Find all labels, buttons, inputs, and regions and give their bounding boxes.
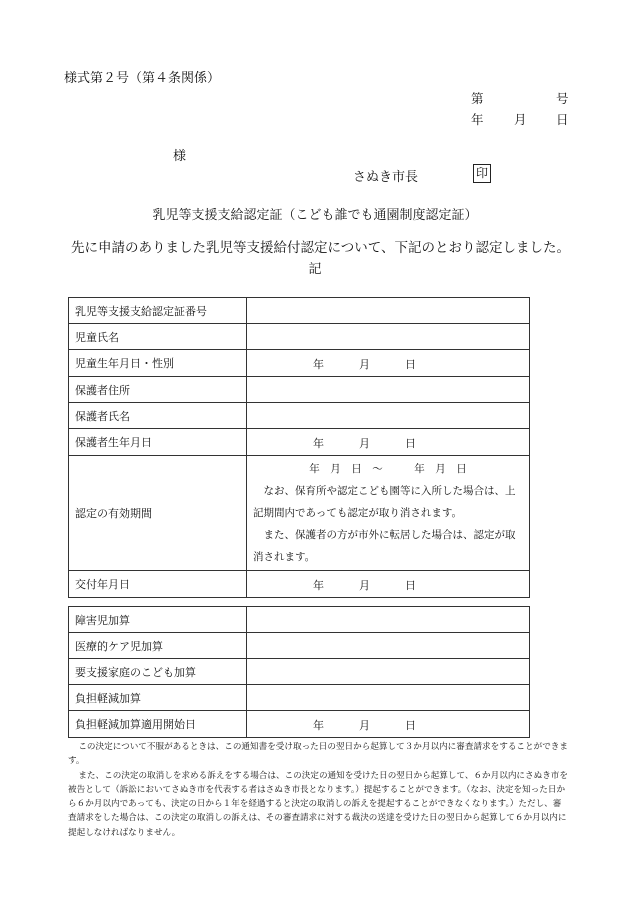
table-row — [69, 711, 530, 738]
table-row — [69, 633, 530, 659]
value-cell — [247, 607, 530, 633]
date-cell — [247, 429, 530, 456]
appeal-note-lawsuit: また、この決定の取消しを求める訴えをする場合は、この決定の通知を受けた日の翌日から起算して、６か月以内にさぬき市を被告として（訴訟においてさぬき市を代表する者はさぬき市長となります。）提起することができます。（なお、決定を知った日から６か月以内であっても、決定の日から１年を経過すると決定の取消しの訴えを提起することができなくなります。）ただし、審査請求をした場合は、この決定の取消しの訴えは、その審査請求に対する裁決の送達を受けた日の翌日から起算して６か月以内に提起しなければなりません。 — [68, 770, 568, 838]
appeal-note-review: この決定について不服があるときは、この通知書を受け取った日の翌日から起算して３か月以内に審査請求をすることができます。 — [68, 742, 568, 767]
value-cell — [247, 685, 530, 711]
date-year-label: 年 — [471, 112, 484, 127]
form-label: 様式第２号（第４条関係） — [64, 71, 221, 86]
validity-period-cell — [247, 456, 530, 571]
certificate-table — [68, 297, 530, 598]
value-cell — [247, 324, 530, 350]
row-label: 交付年月日 — [69, 571, 247, 598]
year-label: 年 — [313, 358, 324, 371]
row-label: 保護者氏名 — [69, 403, 247, 429]
table-row — [69, 298, 530, 324]
date-month-label: 月 — [514, 112, 527, 127]
ki-marker: 記 — [308, 262, 322, 277]
row-label: 認定の有効期間 — [69, 456, 247, 571]
day-label: 日 — [405, 719, 416, 732]
table-row — [69, 403, 530, 429]
table-row — [69, 685, 530, 711]
seal-box: 印 — [473, 164, 491, 183]
table-row — [69, 456, 530, 571]
issuer-name: さぬき市長 — [353, 170, 419, 185]
value-cell — [247, 659, 530, 685]
date-cell — [247, 350, 530, 377]
row-label: 要支援家庭のこども加算 — [69, 659, 247, 685]
row-label: 保護者住所 — [69, 377, 247, 403]
date-day-label: 日 — [556, 112, 569, 127]
month-label: 月 — [359, 579, 370, 592]
table-row — [69, 429, 530, 456]
value-cell — [247, 298, 530, 324]
table-row — [69, 659, 530, 685]
document-title: 乳児等支援支給認定証（こども誰でも通園制度認定証） — [152, 208, 478, 223]
period-note-relocation: また、保護者の方が市外に転居した場合は、認定が取消されます。 — [253, 529, 516, 563]
addressee-suffix: 様 — [173, 149, 187, 164]
date-cell — [247, 571, 530, 598]
number-suffix: 号 — [556, 91, 569, 106]
appeal-notes — [68, 740, 568, 840]
value-cell — [247, 377, 530, 403]
table-row — [69, 607, 530, 633]
row-label: 負担軽減加算適用開始日 — [69, 711, 247, 738]
row-label: 負担軽減加算 — [69, 685, 247, 711]
period-range: 年 月 日 ～ 年 月 日 — [309, 463, 467, 475]
table-row — [69, 377, 530, 403]
value-cell — [247, 633, 530, 659]
year-label: 年 — [313, 719, 324, 732]
row-label: 乳児等支援支給認定証番号 — [69, 298, 247, 324]
day-label: 日 — [405, 358, 416, 371]
row-label: 保護者生年月日 — [69, 429, 247, 456]
month-label: 月 — [359, 437, 370, 450]
month-label: 月 — [359, 719, 370, 732]
year-label: 年 — [313, 437, 324, 450]
row-label: 障害児加算 — [69, 607, 247, 633]
row-label: 児童氏名 — [69, 324, 247, 350]
table-row — [69, 350, 530, 377]
lead-sentence: 先に申請のありました乳児等支援給付認定について、下記のとおり認定しました。 — [71, 240, 570, 256]
month-label: 月 — [359, 358, 370, 371]
row-label: 児童生年月日・性別 — [69, 350, 247, 377]
table-row — [69, 324, 530, 350]
period-note-entry: なお、保育所や認定こども園等に入所した場合は、上記期間内であっても認定が取り消されます。 — [253, 485, 516, 519]
additions-table — [68, 606, 530, 738]
day-label: 日 — [405, 579, 416, 592]
table-row — [69, 571, 530, 598]
year-label: 年 — [313, 579, 324, 592]
number-prefix: 第 — [471, 91, 484, 106]
value-cell — [247, 403, 530, 429]
date-cell — [247, 711, 530, 738]
row-label: 医療的ケア児加算 — [69, 633, 247, 659]
day-label: 日 — [405, 437, 416, 450]
